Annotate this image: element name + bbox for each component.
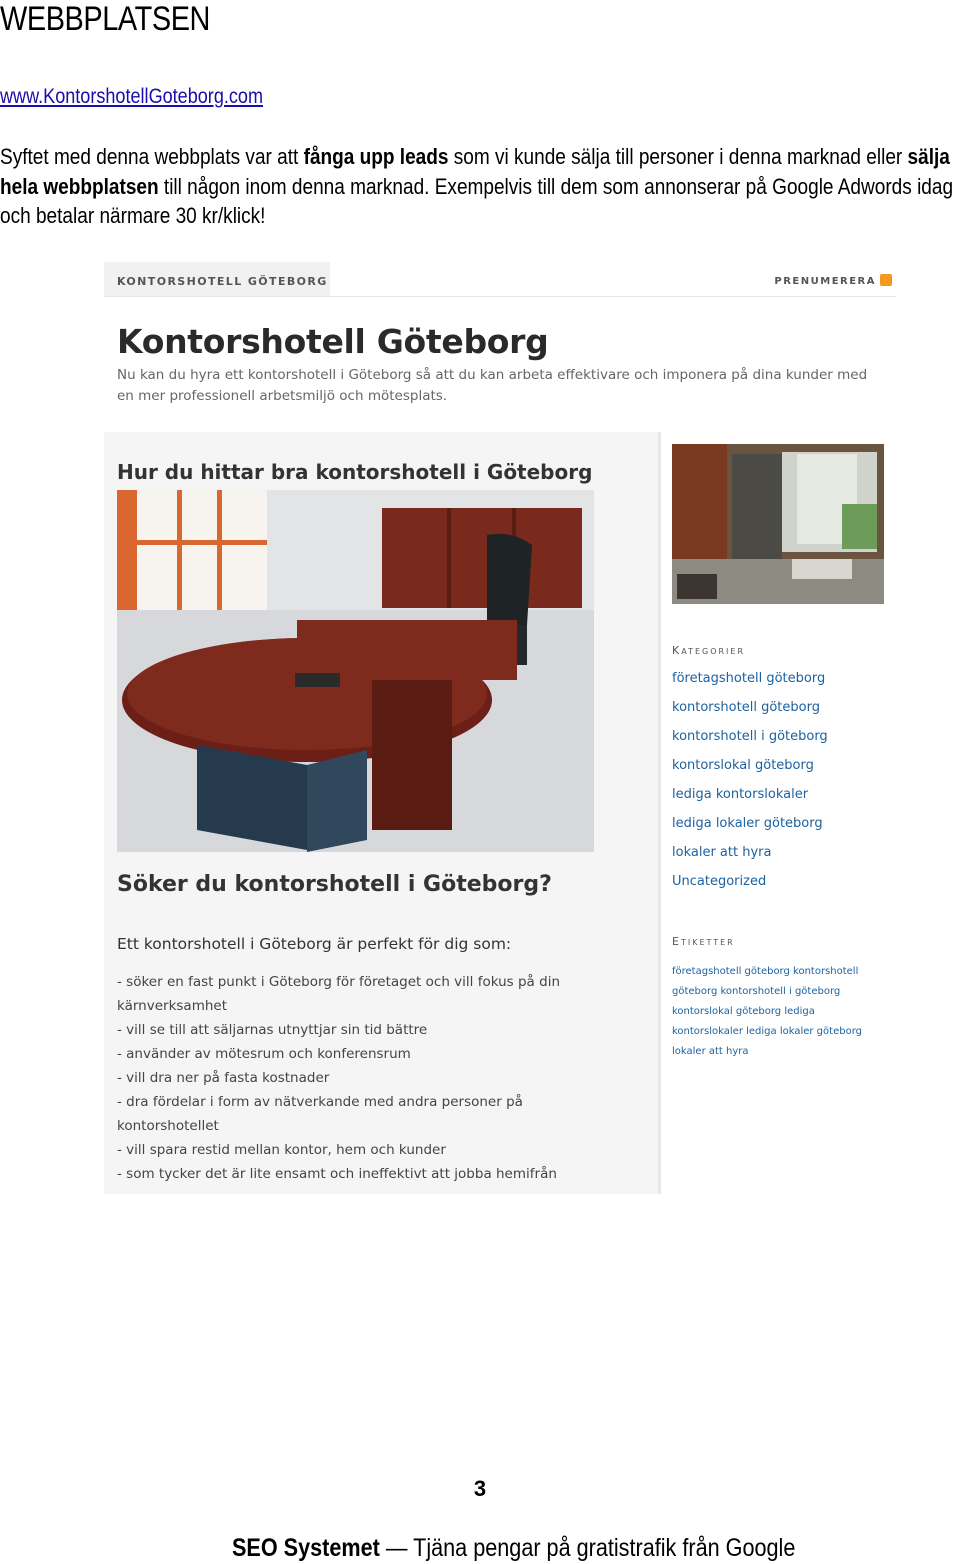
list-item: - som tycker det är lite ensamt och ineffektivt att jobba hemifrån xyxy=(117,1166,557,1182)
post-subheading: Ett kontorshotell i Göteborg är perfekt för dig som: xyxy=(117,935,512,953)
website-url-link[interactable]: www.KontorshotellGoteborg.com xyxy=(0,85,263,108)
page-number: 3 xyxy=(473,1476,487,1501)
intro-bold-2: sälja hela webbplatsen xyxy=(0,144,950,199)
category-link[interactable]: Uncategorized xyxy=(672,874,767,889)
intro-bold-1: fånga upp leads xyxy=(303,144,449,169)
category-link[interactable]: lediga kontorslokaler xyxy=(672,787,809,802)
category-link[interactable]: lokaler att hyra xyxy=(672,845,772,860)
categories-list xyxy=(672,664,828,896)
list-item: - vill spara restid mellan kontor, hem och kunder xyxy=(117,1142,446,1158)
site-name-tab[interactable] xyxy=(104,262,330,296)
category-link[interactable]: kontorshotell göteborg xyxy=(672,700,820,715)
post-title[interactable]: Hur du hittar bra kontorshotell i Göteborg xyxy=(117,460,593,484)
list-item: - använder av mötesrum och konferensrum xyxy=(117,1046,411,1062)
page-heading: WEBBPLATSEN xyxy=(0,0,210,38)
intro-text-1: Syftet med denna webbplats var att xyxy=(0,144,304,169)
site-topbar xyxy=(104,262,896,297)
list-item: - dra fördelar i form av nätverkande med andra personer på kontorshotellet xyxy=(117,1094,523,1134)
subscribe-link[interactable] xyxy=(774,274,892,287)
office-desk-photo xyxy=(117,490,594,852)
site-name-label: KONTORSHOTELL GÖTEBORG xyxy=(117,275,328,288)
post-title-2[interactable]: Söker du kontorshotell i Göteborg? xyxy=(117,872,552,897)
post-bullet-list xyxy=(117,970,587,1186)
footer-separator: — xyxy=(379,1534,414,1562)
footer-brand: SEO Systemet xyxy=(232,1534,380,1562)
list-item: - söker en fast punkt i Göteborg för företaget och vill fokus på din kärnverksamhet xyxy=(117,974,561,1014)
rss-icon xyxy=(880,274,892,286)
category-link[interactable]: kontorshotell i göteborg xyxy=(672,729,828,744)
page-footer xyxy=(232,1532,795,1564)
footer-tagline: Tjäna pengar på gratistrafik från Google xyxy=(413,1534,796,1562)
category-link[interactable]: lediga lokaler göteborg xyxy=(672,816,823,831)
intro-paragraph xyxy=(0,142,960,231)
site-title[interactable]: Kontorshotell Göteborg xyxy=(117,322,549,361)
website-screenshot xyxy=(104,262,896,1194)
list-item: - vill dra ner på fasta kostnader xyxy=(117,1070,330,1086)
subscribe-label: PRENUMERERA xyxy=(774,276,876,287)
category-link[interactable]: företagshotell göteborg xyxy=(672,671,826,686)
site-description: Nu kan du hyra ett kontorshotell i Göteborg så att du kan arbeta effektivare och imponera på dina kunder med en mer professionell arbetsmiljö och mötesplats. xyxy=(117,367,868,404)
categories-heading: Kategorier xyxy=(672,644,746,657)
list-item: - vill se till att säljarnas utnyttjar sin tid bättre xyxy=(117,1022,428,1038)
intro-text-3: till någon inom denna marknad. Exempelvis till dem som annonserar på Google Adwords idag och betalar närmare 30 kr/klick! xyxy=(0,173,954,228)
tags-heading: Etiketter xyxy=(672,935,735,948)
tag-cloud[interactable]: företagshotell göteborg kontorshotell göteborg kontorshotell i göteborg kontorslokal göteborg lediga kontorslokaler lediga lokaler göteborg lokaler att hyra xyxy=(672,966,862,1057)
office-room-photo xyxy=(672,444,884,604)
category-link[interactable]: kontorslokal göteborg xyxy=(672,758,814,773)
intro-text-2: som vi kunde sälja till personer i denna marknad eller xyxy=(448,144,908,169)
